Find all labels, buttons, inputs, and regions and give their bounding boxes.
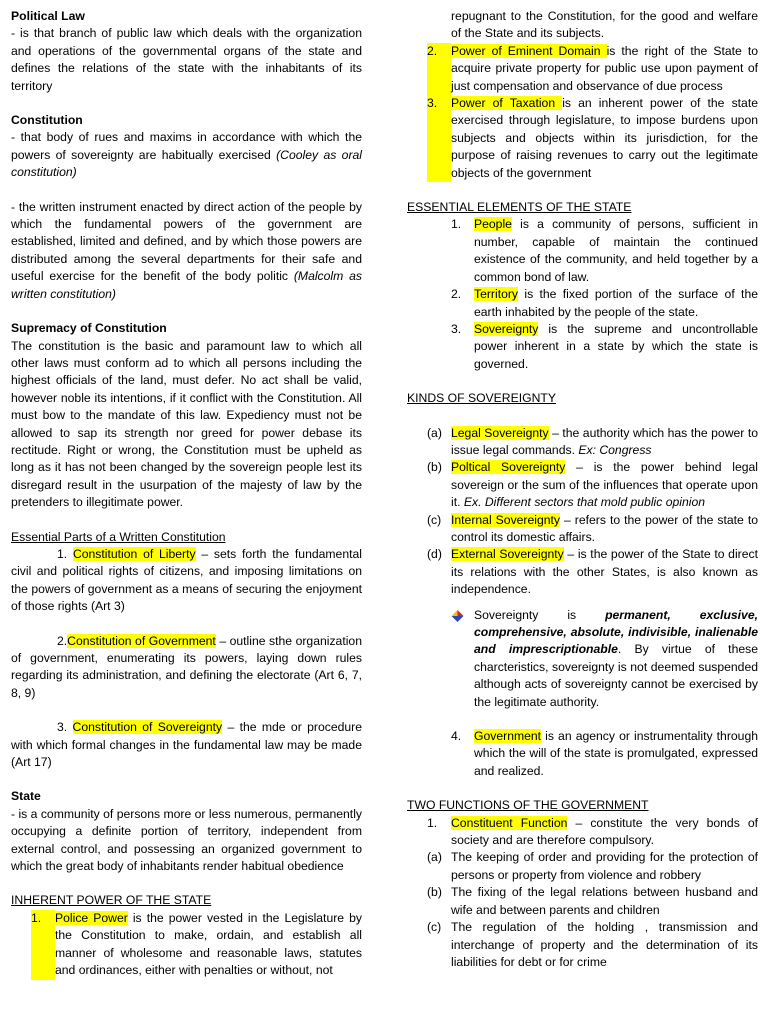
police-power-continued: repugnant to the Constitution, for the good and welfare of the State and its subjects. [451, 9, 758, 41]
kind-internal-sovereignty: (c) Internal Sovereignty – refers to the power of the state to control its domestic affairs. [427, 512, 758, 544]
highlight-term: Power of Eminent Domain [451, 43, 607, 58]
part-liberty: 1. Constitution of Liberty – sets forth the fundamental civil and political rights of citizens, and imposing limitations on the powers of government as a means of securing the enjoyment of those rights (Art 3) [11, 546, 362, 614]
highlight-term: Legal Sovereignty [451, 425, 549, 440]
two-functions-heading: TWO FUNCTIONS OF THE GOVERNMENT [407, 798, 649, 813]
highlight-term: External Sovereignty [451, 547, 564, 562]
highlight-term: Territory [474, 287, 519, 302]
constitution-heading: Constitution [11, 113, 83, 128]
supremacy-heading: Supremacy of Constitution [11, 321, 167, 336]
state-heading: State [11, 789, 41, 804]
sub-function-c: (c) The regulation of the holding , transmission and interchange of property and the determination of its liabilities for debt or for crime [427, 920, 758, 969]
highlight-term: Sovereignty [474, 321, 539, 336]
function-constituent: 1. Constituent Function – constitute the very bonds of society and are therefore compulsory. [427, 815, 758, 848]
malcolm-citation: (Malcolm as written constitution) [11, 269, 362, 301]
kind-political-sovereignty: (b) Poltical Sovereignty – is the power behind legal sovereign or the sum of the influences that operate upon it. Ex. Different sectors that mold public opinion [427, 460, 758, 510]
highlight-term: Constitution of Sovereignty [72, 720, 223, 735]
inherent-item-eminent-domain: 2. Power of Eminent Domain is the right of the State to acquire private property for public use upon payment of just compensation and observance of due process [407, 43, 758, 95]
element-territory: 2. Territory is the fixed portion of the surface of the earth inhabited by the people of the state. [451, 287, 758, 319]
inherent-power-heading: INHERENT POWER OF THE STATE [11, 893, 212, 908]
parts-heading: Essential Parts of a Written Constitution [11, 529, 226, 544]
highlight-term: Poltical Sovereignty [451, 460, 566, 475]
highlight-term: Constituent Function [451, 815, 568, 830]
element-people: 1. People is a community of persons, sufficient in number, capable of maintain the continued existence of the community, and held together by a common bond of law. [451, 217, 758, 284]
state-definition: - is a community of persons more or less numerous, permanently occupying a definite portion of territory, independent from external control, and possessing an organized government to which the great body of inhabitants render habitual obedience [11, 806, 362, 874]
highlight-term: Constitution of Government [67, 633, 216, 648]
element-government: 4. Government is an agency or instrumentality through which the will of the state is promulgated, expressed and realized. [451, 729, 758, 778]
supremacy-text: The constitution is the basic and paramount law to which all other laws must conform ad to which all persons including the highest officials of the land, must defer. No act shall be valid, however noble its intentions, if it conflict with the Constitution. All must bow to the mandate of this law. Expediency must not be allowed to sap its strength nor greed for power debase its rectitude. Right or wrong, the Constitution must be upheld as long as it has not been changed by the sovereign people lest its disregard result in the usurpation of the majesty of law by the pretenders to illegitimate power. [11, 338, 362, 510]
highlight-term: People [474, 217, 512, 232]
part-sovereignty: 3. Constitution of Sovereignty – the mde or procedure with which formal changes in the fundamental law may be made (Art 17) [11, 720, 362, 770]
sub-function-a: (a) The keeping of order and providing for the protection of persons or property from violence and robbery [427, 850, 758, 882]
four-color-diamond-bullet-icon [451, 607, 474, 711]
sovereignty-characteristics-note: Sovereignty is permanent, exclusive, comprehensive, absolute, indivisible, inalienable and imprescriptionable. By virtue of these charcteristics, sovereignty is not deemed suspended although acts of sovereignty cannot be exercised by the legitimate authority. [407, 607, 758, 711]
kinds-of-sovereignty-heading: KINDS OF SOVEREIGNTY [407, 391, 556, 406]
right-column [407, 8, 758, 971]
political-law-heading: Political Law [11, 9, 85, 23]
sovereignty-attributes: permanent, exclusive, comprehensive, absolute, indivisible, inalienable and imprescriptionable [474, 607, 758, 657]
inherent-item-taxation: 3. Power of Taxation is an inherent power of the state exercised through legislature, to impose burdens upon subjects and objects within its jurisdiction, for the purpose of raising revenues to carry out the legitimate objects of the government [407, 95, 758, 182]
cooley-citation: (Cooley as oral constitution) [11, 147, 362, 180]
highlight-term: Constitution of Liberty [72, 546, 196, 561]
constitution-definition-oral: - that body of rues and maxims in accordance with which the powers of sovereignty are habitually exercised (Cooley as oral constitution) [11, 130, 362, 180]
part-government: 2.Constitution of Government – outline sthe organization of government, enumerating its powers, laying down rules regarding its administration, and defining the electorate (Art 6, 7, 8, 9) [11, 633, 362, 700]
highlight-term: Power of Taxation [451, 96, 563, 111]
essential-elements-heading: ESSENTIAL ELEMENTS OF THE STATE [407, 200, 632, 215]
constitution-definition-written: - the written instrument enacted by direct action of the people by which the fundamental powers of the government are established, limited and defined, and by which those powers are distributed among the several departments for their safe and useful exercise for the benefit of the body politic (Malcolm as written constitution) [11, 199, 362, 301]
inherent-item-police: 1. Police Power is the power vested in the Legislature by the Constitution to make, ordain, and establish all manner of wholesome and reasonable laws, statutes and ordinances, either with penalties or without, not [11, 910, 362, 980]
left-column [11, 8, 362, 980]
political-law-definition: - is that branch of public law which deals with the organization and operations of the governmental organs of the state and defines the relations of the state with the inhabitants of its territory [11, 26, 362, 93]
element-sovereignty: 3. Sovereignty is the supreme and uncontrollable power inherent in a state by which the state is governed. [451, 321, 758, 371]
highlight-term: Internal Sovereignty [451, 512, 561, 527]
sub-function-b: (b) The fixing of the legal relations between husband and wife and between parents and children [427, 885, 758, 917]
kind-external-sovereignty: (d) External Sovereignty – is the power of the State to direct its relations with the other States, is also known as independence. [427, 547, 758, 597]
kind-legal-sovereignty: (a) Legal Sovereignty – the authority which has the power to issue legal commands. Ex: Congress [427, 425, 758, 457]
highlight-term: Government [474, 729, 542, 744]
highlight-term: Police Power [55, 910, 128, 925]
